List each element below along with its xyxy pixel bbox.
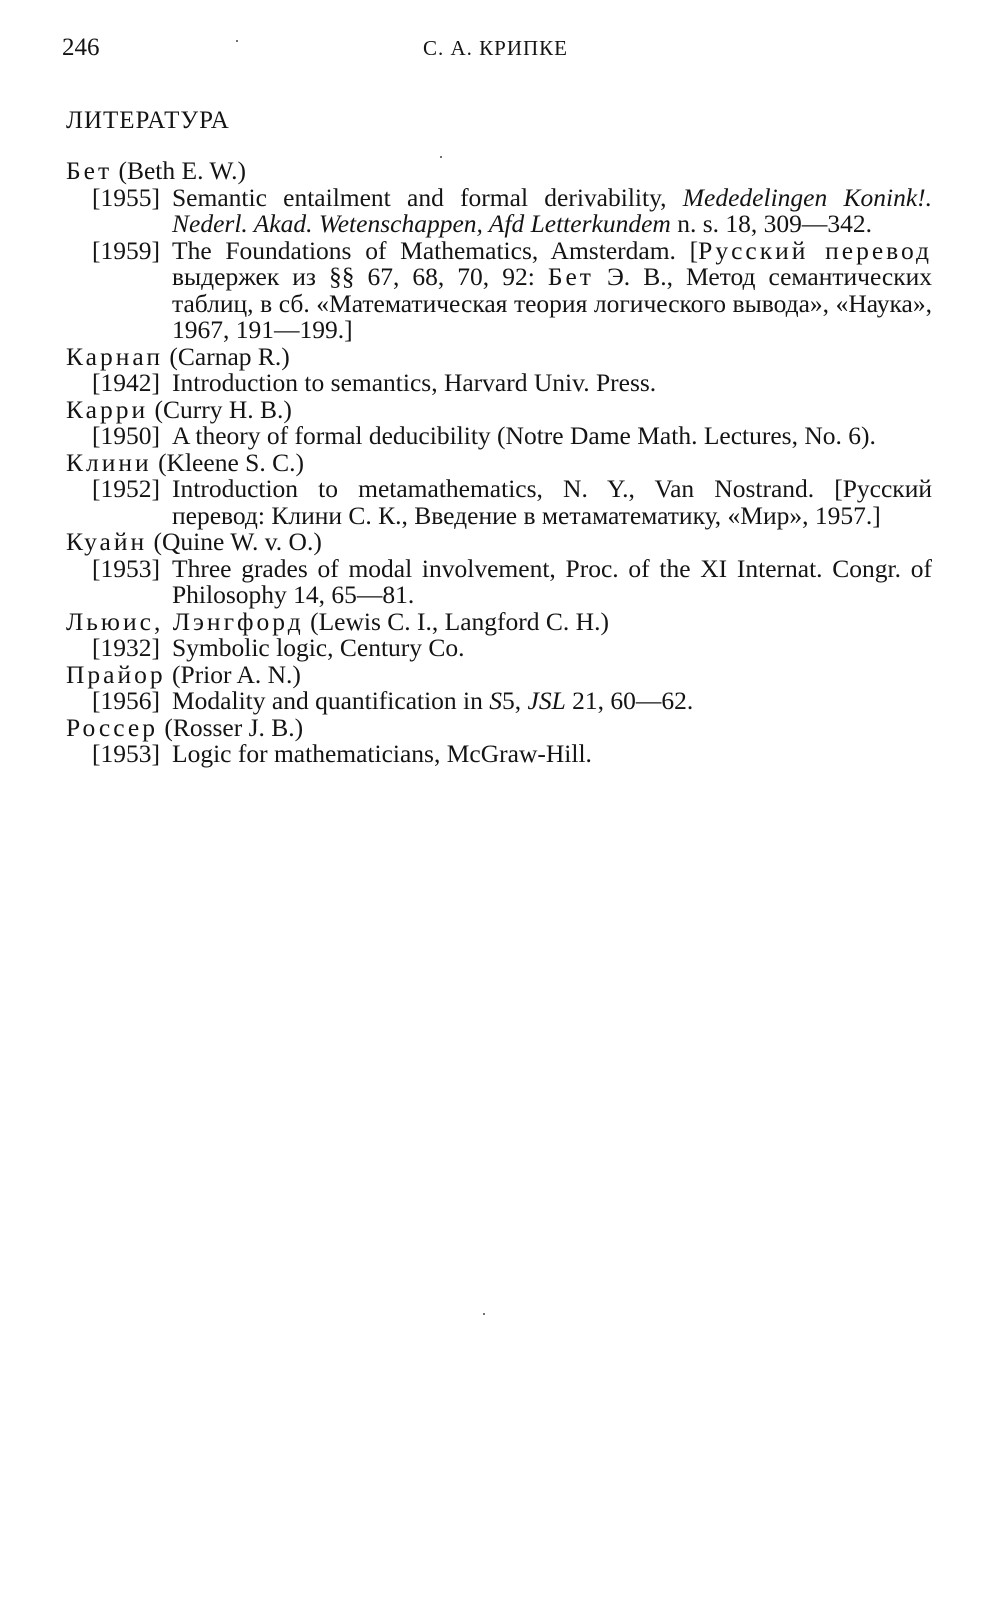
author-name-ru: Бет — [66, 156, 113, 185]
author-name-latin: (Curry H. B.) — [154, 394, 292, 424]
entry-spaced-text: Русский перевод — [698, 235, 933, 265]
entry-year: [1942] — [92, 368, 160, 397]
page-number: 246 — [62, 34, 100, 61]
author-name-latin: (Quine W. v. O.) — [153, 527, 322, 556]
author-name-ru: Клини — [66, 447, 152, 477]
bib-entry-prior-1956 — [66, 688, 932, 715]
author-name-latin: (Prior A. N.) — [172, 659, 301, 689]
scan-speck — [236, 40, 238, 42]
bib-entry-rosser-1953 — [66, 741, 932, 768]
author-name-ru: Льюис, Лэнгфорд — [66, 606, 304, 636]
running-title: С. А. КРИПКЕ — [422, 36, 569, 60]
entry-text: Three grades of modal involvement, Proc. of the XI Internat. Congr. of Philosophy 14, 65—81. — [172, 553, 932, 609]
scan-speck — [440, 156, 442, 158]
author-curry — [66, 394, 932, 424]
entry-text: Introduction to semantics, Harvard Univ. Press. — [172, 368, 657, 397]
author-quine — [66, 529, 932, 556]
entry-year: [1955] — [92, 182, 160, 212]
entry-text: The Foundations of Mathematics, Amsterdam. [ — [172, 235, 699, 265]
author-name-ru: Куайн — [66, 527, 148, 556]
bibliography-list — [66, 158, 932, 768]
bib-entry-carnap-1942 — [66, 370, 932, 397]
bib-entry-quine-1953 — [66, 553, 932, 609]
entry-text: A theory of formal deducibility (Notre Dame Math. Lectures, No. 6). — [172, 421, 876, 450]
entry-year: [1953] — [92, 553, 160, 583]
author-name-latin: (Beth E. W.) — [118, 156, 246, 185]
entry-year: [1932] — [92, 633, 160, 662]
entry-year: [1959] — [92, 235, 160, 265]
section-title: ЛИТЕРАТУРА — [66, 107, 230, 134]
author-name-latin: (Rosser J. B.) — [164, 712, 304, 742]
entry-journal: Mededelingen Konink!. Nederl. Akad. Wetenschappen, Afd Letterkundem — [172, 182, 933, 238]
entry-italic-s: S — [489, 686, 503, 715]
author-name-latin: (Kleene S. C.) — [158, 447, 304, 477]
author-kleene — [66, 447, 932, 477]
entry-text: Modality and quantification in — [172, 686, 490, 715]
entry-text: Introduction to metamathematics, N. Y., Van Nostrand. [Русский перевод: Клини С. К., Введение в метаматематику, «Мир», 1957.] — [172, 474, 932, 530]
entry-year: [1953] — [92, 739, 160, 768]
scan-speck — [483, 1313, 485, 1315]
bib-entry-lewis-1932 — [66, 635, 932, 662]
entry-text-tail: n. s. 18, 309—342. — [670, 209, 872, 238]
entry-text: Logic for mathematicians, McGraw-Hill. — [172, 739, 592, 768]
bib-entry-kleene-1952 — [66, 476, 932, 529]
entry-year: [1956] — [92, 686, 160, 715]
author-lewis-langford — [66, 606, 932, 636]
author-name-latin: (Carnap R.) — [169, 341, 290, 371]
entry-text: Semantic entailment and formal derivability, — [172, 182, 683, 212]
author-name-ru: Карри — [66, 394, 149, 424]
entry-journal: JSL — [527, 686, 566, 715]
author-beth — [66, 158, 932, 185]
author-name-ru: Прайор — [66, 659, 166, 689]
bib-entry-beth-1959 — [66, 235, 933, 344]
author-name-latin: (Lewis C. I., Langford C. H.) — [310, 606, 609, 636]
bib-entry-curry-1950 — [66, 423, 932, 450]
entry-spaced-author: Бет — [547, 262, 594, 291]
author-prior — [66, 659, 932, 689]
entry-text-3: Э. В., Метод семантических таблиц, в сб. «Математическая теория логического вывода», «Наука», 1967, 191—199.] — [172, 262, 933, 344]
entry-year: [1950] — [92, 421, 160, 450]
author-rosser — [66, 712, 932, 742]
entry-text-2: 5, — [502, 686, 528, 715]
author-name-ru: Карнап — [66, 341, 164, 371]
entry-year: [1952] — [92, 474, 160, 503]
entry-text-3: 21, 60—62. — [565, 686, 694, 715]
author-name-ru: Россер — [66, 712, 158, 742]
entry-text-2: выдержек из §§ 67, 68, 70, 92: — [172, 262, 548, 291]
bib-entry-beth-1955 — [66, 182, 933, 238]
author-carnap — [66, 341, 932, 371]
entry-text: Symbolic logic, Century Co. — [172, 633, 465, 662]
